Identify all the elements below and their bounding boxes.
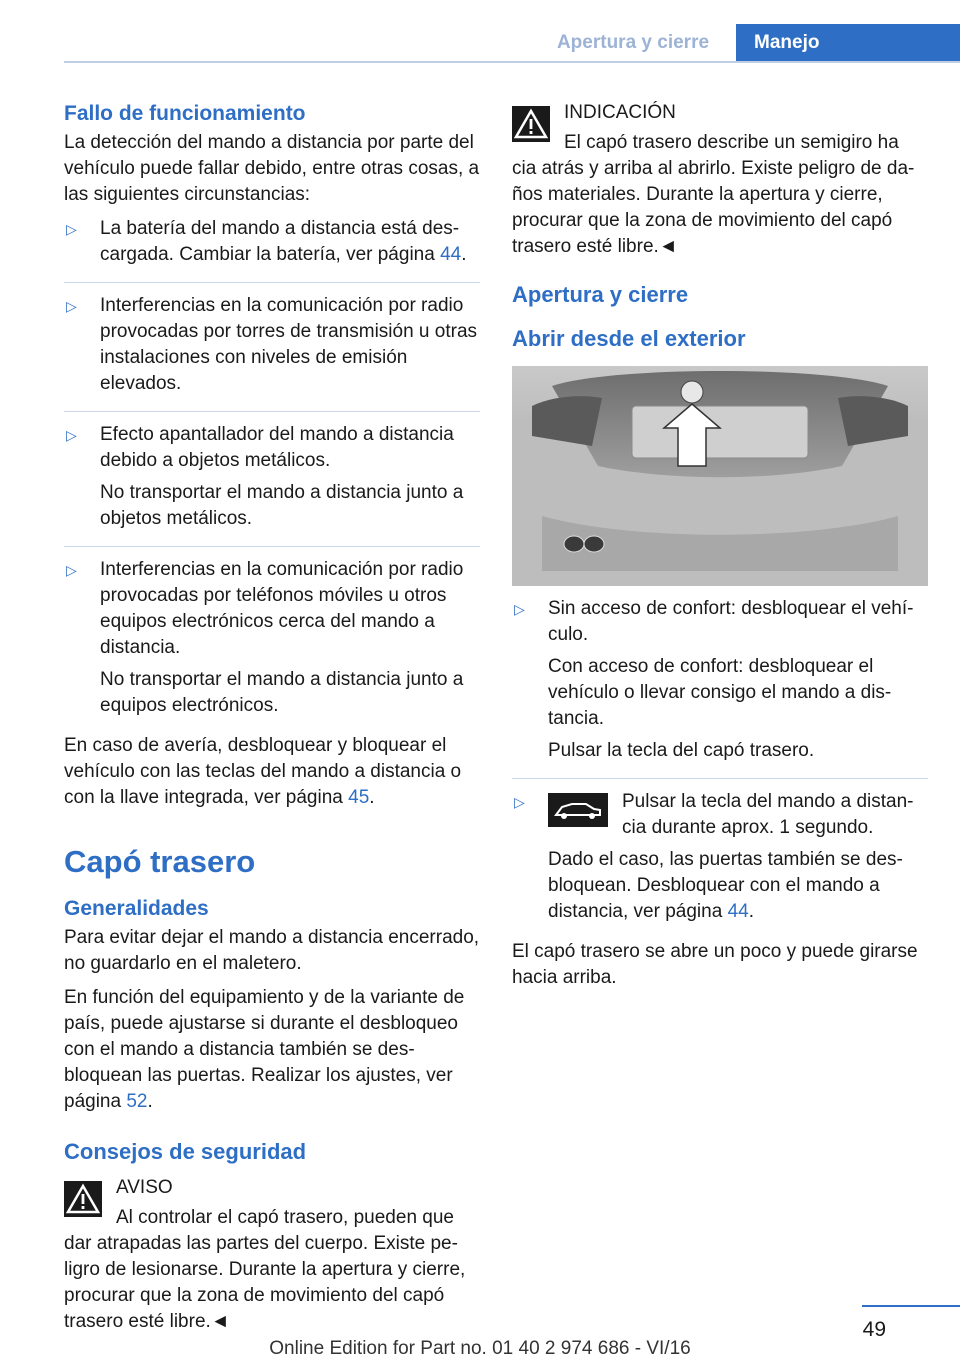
generalidades-heading: Generalidades bbox=[64, 897, 209, 920]
apertura-heading: Apertura y cierre bbox=[512, 282, 689, 307]
closing-paragraph: El capó trasero se abre un poco y puede girarse hacia arriba. bbox=[512, 941, 918, 988]
triangle-right-icon: ▷ bbox=[66, 427, 77, 443]
warning-box bbox=[64, 1175, 480, 1335]
warning-triangle-icon bbox=[64, 1181, 102, 1217]
list-item: ▷ Pulsar la tecla del mando a distancia durante aprox. 1 segundo. Dado el caso, las puertas también se desbloquean. Desbloquear con el mando a distancia, ver página 44. bbox=[512, 789, 928, 931]
section-tab[interactable]: Apertura y cierre bbox=[556, 32, 710, 53]
notice-text: cia atrás y arriba al abrirlo. Existe peligro de daños materiales. Durante la apertura y cierre, procurar que la zona de movimiento del capó trasero esté libre.◄ bbox=[512, 158, 915, 257]
divider bbox=[64, 282, 480, 283]
page-link[interactable]: 44 bbox=[727, 901, 749, 922]
page-link[interactable]: 44 bbox=[440, 244, 462, 265]
header-divider bbox=[64, 61, 960, 63]
left-column bbox=[64, 100, 480, 1343]
list-item: ▷ Sin acceso de confort: desbloquear el vehículo. Con acceso de confort: desbloquear el vehículo o llevar consigo el mando a distancia. Pulsar la tecla del capó trasero. bbox=[512, 596, 928, 770]
footer-edition: Online Edition for Part no. 01 40 2 974 686 - VI/16 bbox=[269, 1338, 691, 1359]
triangle-right-icon: ▷ bbox=[514, 601, 525, 617]
generalidades-p2: En función del equipamiento y de la variante de país, puede ajustarse si durante el desbloqueo con el mando a distancia también se desbloquean las puertas. Realizar los ajustes, ver página 52. bbox=[64, 987, 465, 1112]
divider bbox=[64, 411, 480, 412]
list-item: ▷ Interferencias en la comunicación por radio provocadas por teléfonos móviles u otros equipos electrónicos cerca del mando a distancia. No transportar el mando a distancia junto a equipos electrónicos. bbox=[64, 557, 480, 725]
capo-heading: Capó trasero bbox=[64, 844, 256, 879]
triangle-right-icon: ▷ bbox=[66, 298, 77, 314]
divider bbox=[512, 778, 928, 779]
car-rear-illustration bbox=[512, 366, 928, 586]
triangle-right-icon: ▷ bbox=[66, 562, 77, 578]
list-item: ▷ La batería del mando a distancia está descargada. Cambiar la batería, ver página 44. bbox=[64, 216, 480, 274]
list-item: ▷ Efecto apantallador del mando a distancia debido a objetos metálicos. No transportar el mando a distancia junto a objetos metálicos. bbox=[64, 422, 480, 538]
page-number: 49 bbox=[862, 1318, 886, 1341]
right-column bbox=[512, 100, 928, 999]
chapter-tab[interactable]: Manejo bbox=[736, 24, 960, 61]
warning-text: dar atrapadas las partes del cuerpo. Existe peligro de lesionarse. Durante la apertura y cierre, procurar que la zona de movimiento del capó trasero esté libre.◄ bbox=[64, 1233, 466, 1332]
triangle-right-icon: ▷ bbox=[66, 221, 77, 237]
warning-triangle-icon bbox=[512, 106, 550, 142]
list-item: ▷ Interferencias en la comunicación por radio provocadas por torres de transmisión u otras instalaciones con niveles de emisión elevados. bbox=[64, 293, 480, 403]
triangle-right-icon: ▷ bbox=[514, 794, 525, 810]
averia-paragraph: En caso de avería, desbloquear y bloquear el vehículo con las teclas del mando a distancia o con la llave integrada, ver página 45. bbox=[64, 735, 462, 808]
footer-divider bbox=[862, 1305, 960, 1307]
page-link[interactable]: 52 bbox=[126, 1091, 148, 1112]
fallo-intro: La detección del mando a distancia por parte del vehículo puede fallar debido, entre otras cosas, a las siguientes circunstancias: bbox=[64, 132, 480, 205]
page-link[interactable]: 45 bbox=[348, 787, 370, 808]
notice-box bbox=[512, 100, 928, 260]
consejos-heading: Consejos de seguridad bbox=[64, 1139, 307, 1164]
divider bbox=[64, 546, 480, 547]
notice-line: El capó trasero describe un semigiro ha bbox=[564, 132, 899, 153]
fallo-heading: Fallo de funcionamiento bbox=[64, 102, 306, 125]
car-trunk-key-icon bbox=[548, 793, 608, 827]
abrir-heading: Abrir desde el exterior bbox=[512, 326, 746, 351]
generalidades-p1: Para evitar dejar el mando a distancia encerrado, no guardarlo en el maletero. bbox=[64, 927, 480, 974]
notice-label: INDICACIÓN bbox=[564, 102, 676, 123]
warning-label: AVISO bbox=[116, 1177, 173, 1198]
warning-line: Al controlar el capó trasero, pueden que bbox=[116, 1207, 454, 1228]
